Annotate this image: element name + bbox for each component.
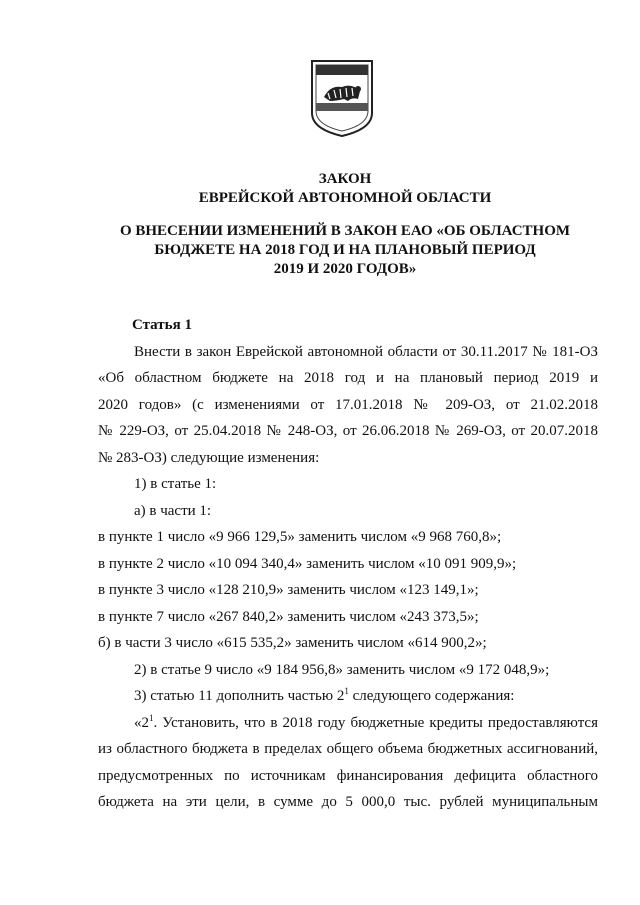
document-body	[98, 312, 598, 816]
quote-first-line	[98, 710, 598, 737]
amendment-item: б) в части 3 число «615 535,2» заменить числом «614 900,2»;	[98, 635, 487, 651]
amendment-item: в пункте 3 число «128 210,9» заменить числом «123 149,1»;	[98, 582, 479, 598]
quote-line: предусмотренных по источникам финансирования дефицита областного	[98, 767, 598, 784]
intro-line: 2020 годов» (с изменениями от 17.01.2018 № 209-ОЗ, от 21.02.2018	[98, 396, 598, 413]
intro-line: № 283-ОЗ) следующие изменения:	[98, 449, 320, 466]
amendment-item: в пункте 1 число «9 966 129,5» заменить числом «9 968 760,8»;	[98, 529, 502, 545]
amendment-item: в пункте 2 число «10 094 340,4» заменить числом «10 091 909,9»;	[98, 555, 517, 572]
intro-line: «Об областном бюджете на 2018 год и на плановый период 2019 и	[98, 370, 598, 386]
amendment-item-3	[98, 683, 598, 710]
law-heading-line2: ЕВРЕЙСКОЙ АВТОНОМНОЙ ОБЛАСТИ	[198, 190, 492, 206]
item3-suffix: следующего содержания:	[348, 688, 515, 704]
amendment-item: в пункте 7 число «267 840,2» заменить числом «243 373,5»;	[98, 608, 479, 625]
amendment-item: 2) в статье 9 число «9 184 956,8» заменить числом «9 172 048,9»;	[134, 661, 550, 678]
coat-of-arms-icon	[308, 57, 376, 139]
intro-line: № 229-ОЗ, от 25.04.2018 № 248-ОЗ, от 26.06.2018 № 269-ОЗ, от 20.07.2018	[98, 423, 598, 439]
quote-prefix: «2	[134, 714, 149, 731]
intro-line: Внести в закон Еврейской автономной области от 30.11.2017 № 181-ОЗ	[134, 343, 598, 360]
amendment-item: 1) в статье 1:	[134, 476, 217, 492]
quote-sup: 1	[149, 712, 154, 723]
article-title: Статья 1	[132, 317, 192, 333]
law-subject-line1: О ВНЕСЕНИИ ИЗМЕНЕНИЙ В ЗАКОН ЕАО «ОБ ОБЛАСТНОМ	[119, 223, 571, 239]
quote-line: из областного бюджета в пределах общего объема бюджетных ассигнований,	[98, 741, 598, 757]
quote-suffix: . Установить, что в 2018 году бюджетные кредиты предоставляются	[153, 714, 598, 731]
law-heading-line1: ЗАКОН	[318, 171, 372, 187]
law-subject-line3: 2019 И 2020 ГОДОВ»	[273, 261, 417, 277]
quote-line: бюджета на эти цели, в сумме до 5 000,0 тыс. рублей муниципальным	[98, 794, 598, 810]
item3-sup: 1	[344, 686, 349, 696]
item3-prefix: 3) статью 11 дополнить частью 2	[134, 688, 345, 704]
amendment-item: а) в части 1:	[134, 502, 212, 519]
law-subject	[0, 222, 640, 279]
law-heading	[0, 170, 640, 208]
law-subject-line2: БЮДЖЕТЕ НА 2018 ГОД И НА ПЛАНОВЫЙ ПЕРИОД	[154, 242, 536, 258]
